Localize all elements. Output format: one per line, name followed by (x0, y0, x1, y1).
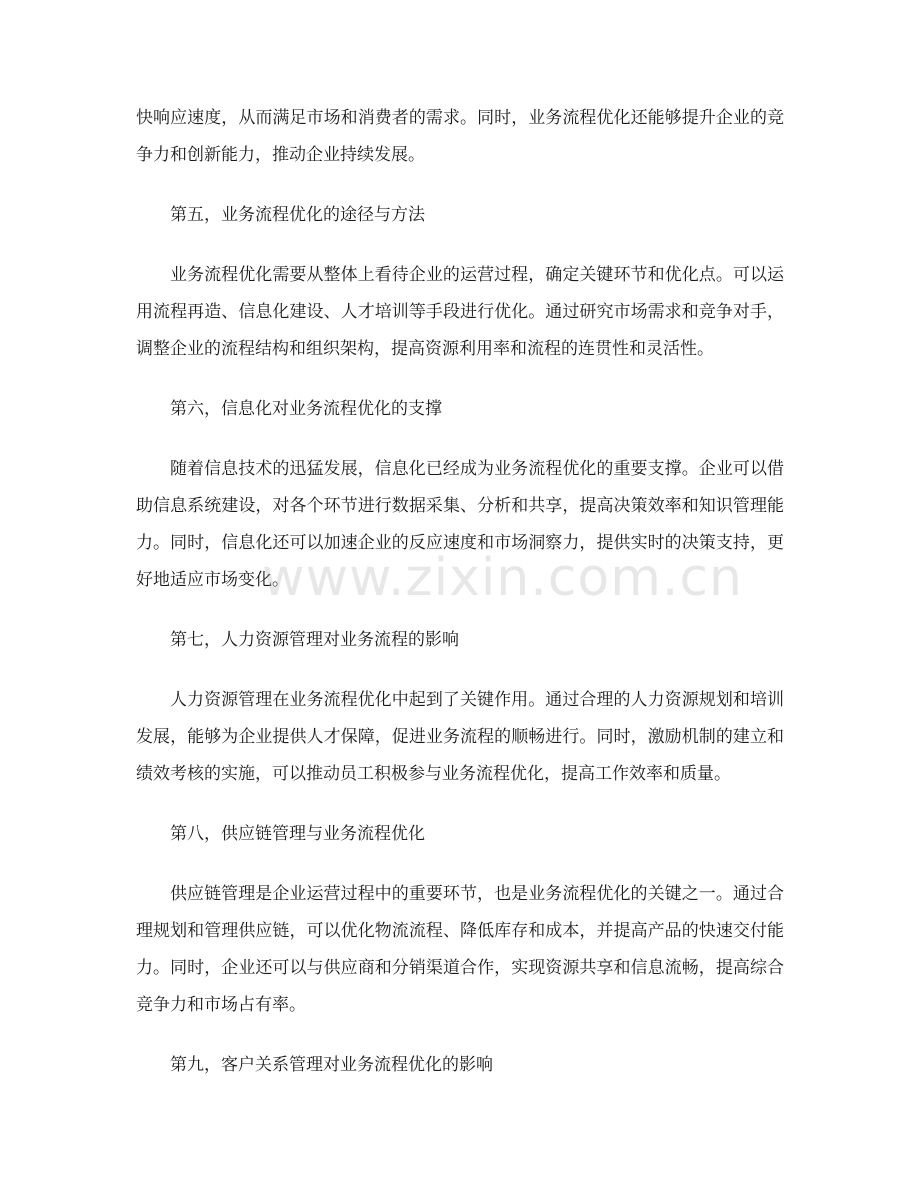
paragraph-section-6: 随着信息技术的迅猛发展，信息化已经成为业务流程优化的重要支撑。企业可以借助信息系统建设，对各个环节进行数据采集、分析和共享，提高决策效率和知识管理能力。同时，信息化还可以加速企业的反应速度和市场洞察力，提供实时的决策支持，更好地适应市场变化。 (136, 459, 784, 590)
section-heading-5: 第五，业务流程优化的途径与方法 (170, 205, 425, 225)
paragraph-section-5: 业务流程优化需要从整体上看待企业的运营过程，确定关键环节和优化点。可以运用流程再造、信息化建设、人才培训等手段进行优化。通过研究市场需求和竞争对手，调整企业的流程结构和组织架构，提高资源利用率和流程的连贯性和灵活性。 (136, 265, 784, 359)
section-heading-8: 第八，供应链管理与业务流程优化 (170, 824, 425, 844)
section-heading-9: 第九，客户关系管理对业务流程优化的影响 (170, 1055, 493, 1075)
paragraph-section-8: 供应链管理是企业运营过程中的重要环节，也是业务流程优化的关键之一。通过合理规划和管理供应链，可以优化物流流程、降低库存和成本，并提高产品的快速交付能力。同时，企业还可以与供应商和分销渠道合作，实现资源共享和信息流畅，提高综合竞争力和市场占有率。 (136, 884, 784, 1015)
section-heading-7: 第七，人力资源管理对业务流程的影响 (170, 630, 459, 650)
paragraph-continuation: 快响应速度，从而满足市场和消费者的需求。同时，业务流程优化还能够提升企业的竞争力和创新能力，推动企业持续发展。 (136, 108, 784, 165)
section-heading-6: 第六，信息化对业务流程优化的支撑 (170, 399, 442, 419)
paragraph-section-7: 人力资源管理在业务流程优化中起到了关键作用。通过合理的人力资源规划和培训发展，能够为企业提供人才保障，促进业务流程的顺畅进行。同时，激励机制的建立和绩效考核的实施，可以推动员工积极参与业务流程优化，提高工作效率和质量。 (136, 690, 784, 784)
watermark-text: www.zixin.com.cn (262, 548, 743, 608)
document-body (136, 100, 784, 1107)
